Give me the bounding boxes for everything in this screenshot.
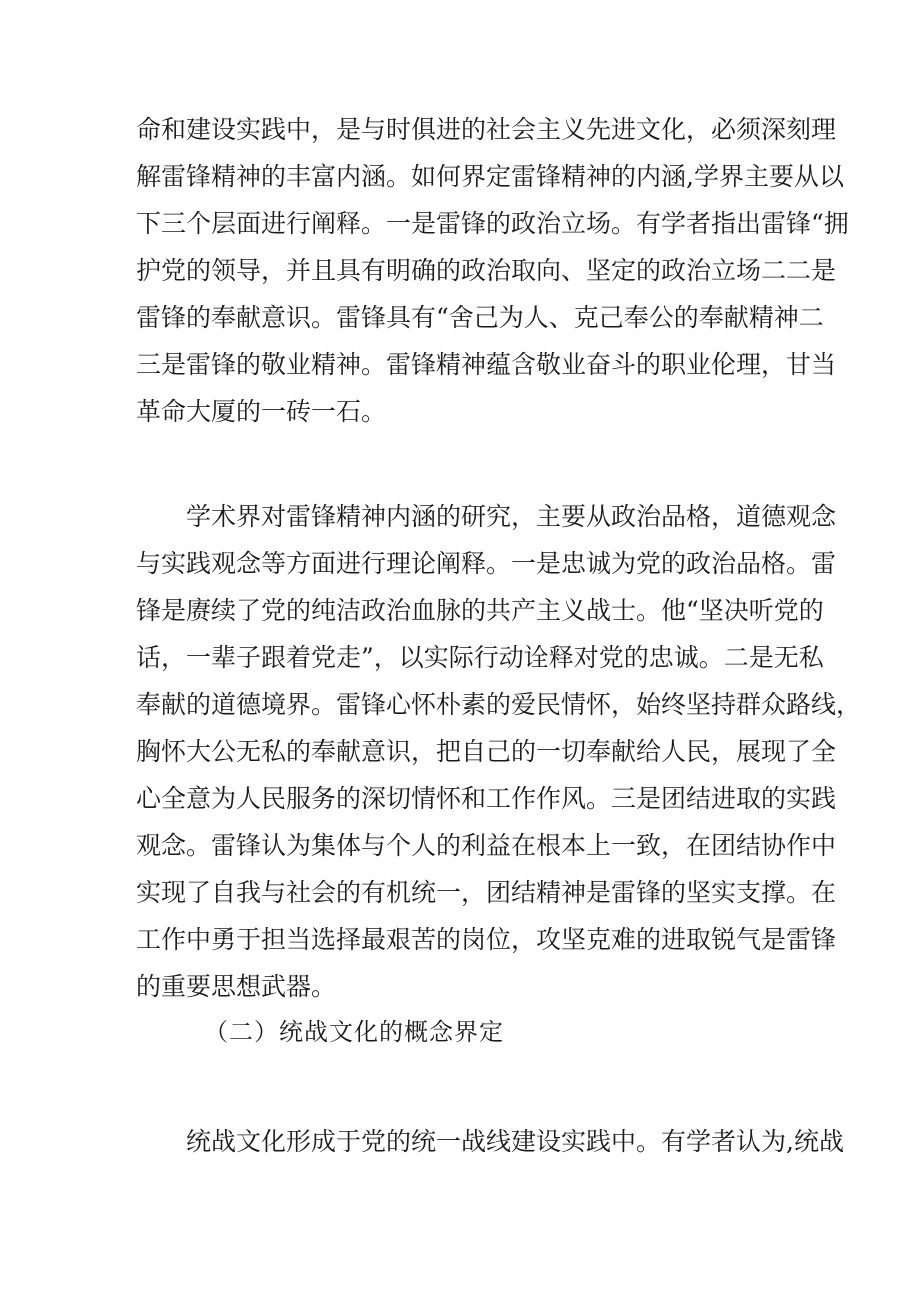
text-line: 护党的领导，并且具有明确的政治取向、坚定的政治立场二二是	[136, 256, 837, 285]
text-line: 的重要思想武器。	[136, 972, 337, 1001]
text-line: 雷锋的奉献意识。雷锋具有“舍己为人、克己奉公的奉献精神二	[136, 303, 824, 332]
text-line: 解雷锋精神的丰富内涵。如何界定雷锋精神的内涵,学界主要从以	[136, 162, 844, 191]
text-line: 胸怀大公无私的奉献意识，把自己的一切奉献给人民，展现了全	[136, 737, 837, 766]
text-line: 工作中勇于担当选择最艰苦的岗位，攻坚克难的进取锐气是雷锋	[136, 925, 837, 954]
text-line: 心全意为人民服务的深切情怀和工作作风。三是团结进取的实践	[136, 784, 837, 813]
text-line: 实现了自我与社会的有机统一，团结精神是雷锋的坚实支撑。在	[136, 878, 837, 907]
text-line: 锋是赓续了党的纯洁政治血脉的共产主义战士。他“坚决听党的	[136, 596, 824, 625]
text-line: 观念。雷锋认为集体与个人的利益在根本上一致，在团结协作中	[136, 831, 837, 860]
text-line: 下三个层面进行阐释。一是雷锋的政治立场。有学者指出雷锋“拥	[136, 209, 849, 238]
text-line: 与实践观念等方面进行理论阐释。一是忠诚为党的政治品格。雷	[136, 549, 837, 578]
section-heading: （二）统战文化的概念界定	[204, 1018, 504, 1046]
text-line: 奉献的道德境界。雷锋心怀朴素的爱民情怀，始终坚持群众路线，	[136, 690, 862, 719]
text-line: 学术界对雷锋精神内涵的研究，主要从政治品格，道德观念	[186, 502, 837, 531]
text-line: 话，一辈子跟着党走”，以实际行动诠释对党的忠诚。二是无私	[136, 643, 824, 672]
text-line: 命和建设实践中，是与时俱进的社会主义先进文化，必须深刻理	[136, 115, 837, 144]
text-line: 统战文化形成于党的统一战线建设实践中。有学者认为,统战	[186, 1127, 844, 1156]
text-line: 三是雷锋的敬业精神。雷锋精神蕴含敬业奋斗的职业伦理，甘当	[136, 350, 837, 379]
text-line: 革命大厦的一砖一石。	[136, 397, 387, 426]
